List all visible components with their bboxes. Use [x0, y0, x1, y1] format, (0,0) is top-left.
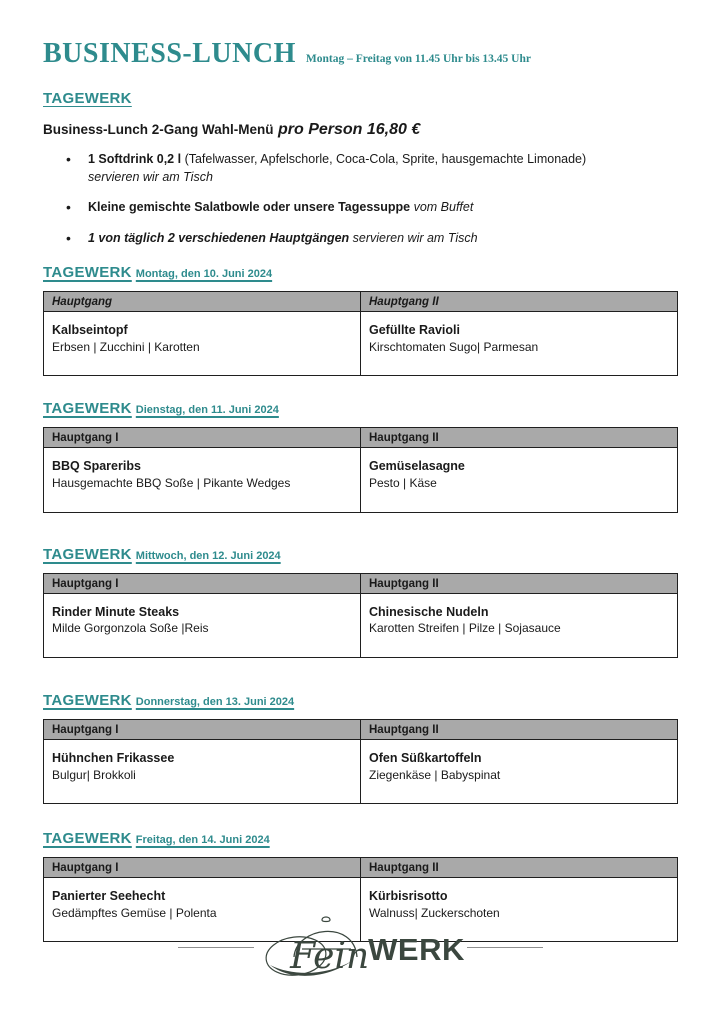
document-subtitle: Montag – Freitag von 11.45 Uhr bis 13.45 Uhr [305, 53, 531, 65]
list-item [43, 199, 678, 217]
dish-description: Gedämpftes Gemüse | Polenta [52, 905, 217, 920]
day-heading-date: Freitag, den 14. Juni 2024 [135, 834, 270, 847]
day-heading [43, 692, 678, 710]
column-header-hauptgang-1: Hauptgang I [44, 573, 361, 593]
day-heading [43, 264, 678, 282]
feinwerk-logo [256, 905, 465, 989]
day-heading-tagewerk: TAGEWERK [43, 691, 132, 709]
day-section-montag [43, 264, 678, 376]
bullet1-regular-text: (Tafelwasser, Apfelschorle, Coca-Cola, Sprite, hausgemachte Limonade) [181, 152, 587, 166]
dish-description: Walnuss| Zuckerschoten [369, 905, 500, 920]
column-header-hauptgang-1: Hauptgang I [44, 719, 361, 739]
dish-description: Karotten Streifen | Pilze | Sojasauce [369, 621, 561, 636]
day-heading-tagewerk: TAGEWERK [43, 400, 132, 418]
dish-cell [44, 448, 361, 512]
dish-title: Kalbseintopf [52, 323, 128, 337]
dish-description: Ziegenkäse | Babyspinat [369, 767, 501, 782]
document-title-row [43, 38, 678, 70]
logo-bold-text: WERK [368, 932, 465, 967]
dish-title: Panierter Seehecht [52, 889, 166, 904]
day-heading-tagewerk: TAGEWERK [43, 830, 132, 848]
day-heading [43, 830, 678, 848]
dish-title: Gemüselasagne [369, 459, 465, 474]
list-item [43, 230, 678, 248]
day-menu-table [43, 573, 678, 658]
logo-script-text: Fein [290, 936, 370, 977]
logo-divider-left [178, 947, 254, 948]
dish-description: Erbsen | Zucchini | Karotten [52, 339, 200, 354]
dish-title: Ofen Süßkartoffeln [369, 750, 482, 765]
dish-cell [44, 312, 361, 376]
dish-cell [361, 739, 678, 803]
day-section-dienstag [43, 400, 678, 512]
logo-divider-right [467, 947, 543, 948]
menu-price: pro Person 16,80 € [277, 121, 421, 138]
dish-description: Pesto | Käse [369, 476, 437, 491]
dish-title: Hühnchen Frikassee [52, 750, 175, 765]
column-header-hauptgang-1: Hauptgang [44, 292, 361, 312]
bullet1-bold-text: 1 Softdrink 0,2 l [88, 152, 182, 166]
bullet1-second-line: servieren wir am Tisch [88, 169, 213, 184]
dish-cell [361, 312, 678, 376]
menu-price-line [43, 121, 678, 139]
column-header-hauptgang-2: Hauptgang II [361, 292, 678, 312]
day-heading [43, 400, 678, 418]
menu-label: Business-Lunch 2-Gang Wahl-Menü [43, 122, 274, 137]
day-menu-table [43, 427, 678, 512]
dish-title: Rinder Minute Steaks [52, 604, 180, 619]
column-header-hauptgang-2: Hauptgang II [361, 428, 678, 448]
day-heading-tagewerk: TAGEWERK [43, 264, 132, 281]
day-menu-table [43, 719, 678, 804]
included-items-list [43, 151, 678, 247]
day-heading-date: Dienstag, den 11. Juni 2024 [135, 404, 279, 417]
day-heading-date: Montag, den 10. Juni 2024 [135, 268, 273, 280]
day-section-donnerstag [43, 692, 678, 804]
document-title: BUSINESS-LUNCH [43, 38, 296, 69]
tagewerk-heading: TAGEWERK [43, 90, 132, 107]
dish-description: Bulgur| Brokkoli [52, 767, 136, 782]
day-section-mittwoch [43, 546, 678, 658]
bullet2-italic-text: vom Buffet [410, 200, 474, 214]
list-item [43, 151, 678, 186]
dish-cell [361, 448, 678, 512]
day-heading [43, 546, 678, 564]
bullet3-bold-italic-text: 1 von täglich 2 verschiedenen Hauptgängen [88, 230, 350, 245]
day-menu-table [43, 291, 678, 376]
footer-logo-row [0, 905, 721, 989]
bullet2-bold-text: Kleine gemischte Salatbowle oder unsere Tagessuppe [88, 200, 411, 214]
dish-description: Kirschtomaten Sugo| Parmesan [369, 339, 539, 354]
day-heading-date: Donnerstag, den 13. Juni 2024 [135, 695, 295, 708]
dish-title: Kürbisrisotto [369, 889, 448, 904]
intro-section-heading [43, 90, 678, 108]
column-header-hauptgang-1: Hauptgang I [44, 428, 361, 448]
column-header-hauptgang-2: Hauptgang II [361, 573, 678, 593]
day-heading-tagewerk: TAGEWERK [43, 545, 132, 563]
dish-cell [44, 739, 361, 803]
dish-title: Chinesische Nudeln [369, 604, 489, 619]
dish-title: Gefüllte Ravioli [369, 323, 460, 337]
dish-description: Milde Gorgonzola Soße |Reis [52, 621, 209, 636]
column-header-hauptgang-1: Hauptgang I [44, 858, 361, 878]
dish-title: BBQ Spareribs [52, 459, 141, 474]
cloche-icon [256, 905, 374, 989]
column-header-hauptgang-2: Hauptgang II [361, 719, 678, 739]
day-heading-date: Mittwoch, den 12. Juni 2024 [135, 549, 281, 562]
column-header-hauptgang-2: Hauptgang II [361, 858, 678, 878]
dish-cell [361, 593, 678, 657]
dish-description: Hausgemachte BBQ Soße | Pikante Wedges [52, 476, 291, 491]
bullet3-italic-text: servieren wir am Tisch [349, 230, 478, 245]
dish-cell [44, 593, 361, 657]
